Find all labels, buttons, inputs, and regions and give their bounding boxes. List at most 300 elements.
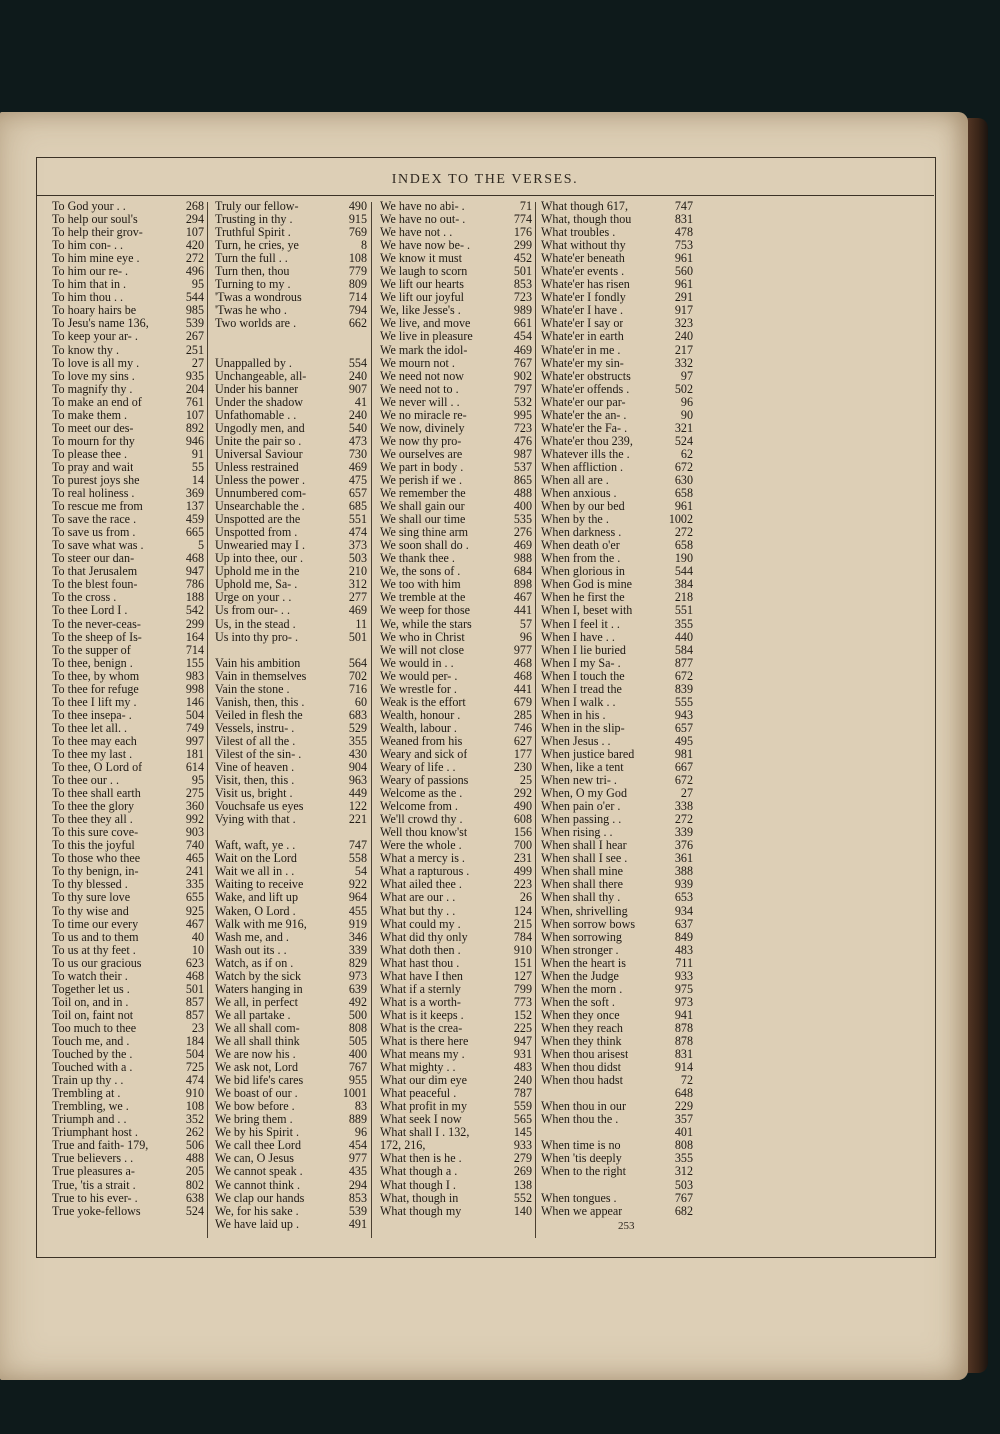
index-entry — [541, 304, 693, 317]
entry-number: 40 — [191, 929, 204, 944]
entry-number: 96 — [680, 394, 693, 409]
entry-text: Up into thee, our . — [215, 552, 303, 566]
index-entry — [541, 552, 693, 565]
index-entry — [215, 226, 367, 239]
entry-number: 941 — [674, 1007, 693, 1022]
index-entry — [215, 970, 367, 983]
entry-number: 231 — [513, 851, 532, 866]
index-entry — [541, 996, 693, 1009]
entry-text: True yoke-fellows — [52, 1204, 141, 1218]
entry-number: 291 — [674, 290, 693, 305]
entry-number: 730 — [348, 446, 367, 461]
running-head: INDEX TO THE VERSES. — [391, 172, 579, 187]
index-entry — [52, 878, 204, 891]
entry-text: When in the slip- — [541, 721, 625, 735]
index-entry — [52, 330, 204, 343]
entry-number: 177 — [513, 746, 532, 761]
index-entry — [52, 905, 204, 918]
entry-number: 658 — [674, 538, 693, 553]
entry-number: 903 — [185, 825, 204, 840]
entry-text: Whate'er obstructs — [541, 369, 631, 383]
index-entry — [541, 396, 693, 409]
entry-text: Weak is the effort — [380, 695, 466, 709]
entry-number: 933 — [513, 1138, 532, 1153]
entry-number: 441 — [513, 681, 532, 696]
entry-text: What peaceful . — [380, 1087, 457, 1101]
entry-text: Vilest of all the . — [215, 734, 296, 748]
entry-number: 853 — [348, 1190, 367, 1205]
entry-number: 539 — [185, 316, 204, 331]
entry-text: We now thy pro- — [380, 434, 462, 448]
index-entry — [52, 1139, 204, 1152]
entry-number: 925 — [185, 903, 204, 918]
entry-text: Whate'er my sin- — [541, 356, 624, 370]
entry-text: We bid life's cares — [215, 1074, 304, 1088]
entry-number: 496 — [185, 264, 204, 279]
entry-text: To the supper of — [52, 643, 131, 657]
index-entry — [541, 918, 693, 931]
index-entry — [52, 670, 204, 683]
entry-number: 140 — [513, 1203, 532, 1218]
index-entry — [52, 1087, 204, 1100]
index-entry — [215, 696, 367, 709]
index-entry — [541, 1087, 693, 1100]
index-entry — [380, 957, 532, 970]
index-entry — [380, 448, 532, 461]
index-entry — [215, 565, 367, 578]
entry-number: 229 — [674, 1099, 693, 1114]
entry-text: We have no out- . — [380, 213, 466, 227]
entry-number: 665 — [185, 525, 204, 540]
entry-number: 902 — [513, 368, 532, 383]
entry-text: Us, in the stead . — [215, 617, 296, 631]
index-entry — [52, 1074, 204, 1087]
index-entry — [541, 1113, 693, 1126]
entry-number: 490 — [348, 199, 367, 213]
entry-text: When glorious in — [541, 565, 625, 579]
entry-number: 97 — [680, 368, 693, 383]
entry-number: 294 — [185, 212, 204, 227]
index-entry — [380, 383, 532, 396]
index-entry — [380, 839, 532, 852]
entry-text: To that Jerusalem — [52, 565, 138, 579]
index-entry — [52, 683, 204, 696]
entry-number: 440 — [674, 629, 693, 644]
entry-number: 992 — [185, 812, 204, 827]
index-entry — [541, 526, 693, 539]
entry-number: 279 — [513, 1151, 532, 1166]
entry-number: 857 — [185, 1007, 204, 1022]
index-entry — [541, 239, 693, 252]
entry-number: 267 — [185, 329, 204, 344]
index-entry — [380, 252, 532, 265]
entry-text: Two worlds are . — [215, 317, 297, 331]
index-entry — [380, 905, 532, 918]
index-entry — [215, 344, 367, 357]
entry-number: 910 — [185, 1086, 204, 1101]
index-entry — [52, 396, 204, 409]
entry-text: We need not now — [380, 369, 464, 383]
index-entry — [52, 461, 204, 474]
entry-number: 558 — [348, 851, 367, 866]
entry-number: 26 — [519, 890, 532, 905]
entry-text: Touched by the . — [52, 1048, 133, 1062]
entry-text: We too with him — [380, 578, 461, 592]
entry-number: 831 — [674, 212, 693, 227]
entry-number: 272 — [185, 251, 204, 266]
entry-number: 544 — [185, 290, 204, 305]
index-entry — [541, 826, 693, 839]
index-entry — [541, 722, 693, 735]
entry-text: Under the shadow — [215, 395, 303, 409]
index-entry — [52, 474, 204, 487]
entry-text: We shall our time — [380, 513, 466, 527]
entry-number: 176 — [513, 225, 532, 240]
entry-text: Uphold me, Sa- . — [215, 578, 298, 592]
entry-number: 973 — [348, 968, 367, 983]
index-entry — [380, 1165, 532, 1178]
index-entry — [380, 226, 532, 239]
entry-text: Whate'er I say or — [541, 317, 624, 331]
entry-number: 490 — [513, 799, 532, 814]
entry-text: What is it keeps . — [380, 1008, 464, 1022]
entry-text: We wrestle for . — [380, 682, 457, 696]
entry-number: 465 — [185, 851, 204, 866]
entry-number: 767 — [348, 1060, 367, 1075]
entry-text: True pleasures a- — [52, 1165, 135, 1179]
index-entry — [380, 1205, 532, 1218]
entry-text: What, though in — [380, 1191, 459, 1205]
entry-text: Waiting to receive — [215, 878, 304, 892]
index-entry — [380, 1179, 532, 1192]
entry-number: 204 — [185, 381, 204, 396]
index-entry — [215, 252, 367, 265]
entry-text: When thou didst — [541, 1061, 621, 1075]
entry-number: 223 — [513, 877, 532, 892]
index-entry — [541, 618, 693, 631]
index-entry — [380, 813, 532, 826]
entry-text: True to his ever- . — [52, 1191, 138, 1205]
entry-number: 524 — [674, 433, 693, 448]
entry-text: To magnify thy . — [52, 382, 133, 396]
entry-text: True believers . . — [52, 1152, 134, 1166]
entry-number: 321 — [674, 420, 693, 435]
entry-number: 506 — [185, 1138, 204, 1153]
entry-text: To this the joyful — [52, 839, 135, 853]
entry-number: 469 — [513, 538, 532, 553]
entry-number: 501 — [185, 981, 204, 996]
index-entry — [541, 357, 693, 370]
entry-number: 524 — [185, 1203, 204, 1218]
entry-text: When pain o'er . — [541, 800, 621, 814]
entry-number: 985 — [185, 303, 204, 318]
entry-text: When sorrow bows — [541, 917, 636, 931]
entry-text: To thee they all . — [52, 813, 133, 827]
index-entry — [541, 539, 693, 552]
entry-text: We mourn not . — [380, 356, 455, 370]
entry-text: To thy wise and — [52, 904, 129, 918]
entry-text: When I feel it . . — [541, 617, 620, 631]
index-entry — [541, 330, 693, 343]
entry-text: We by his Spirit . — [215, 1126, 300, 1140]
entry-number: 655 — [185, 890, 204, 905]
index-entry — [380, 265, 532, 278]
entry-text: Turn, he cries, ye — [215, 239, 299, 253]
index-entry — [380, 591, 532, 604]
index-entry — [541, 461, 693, 474]
entry-number: 747 — [674, 199, 693, 213]
entry-number: 55 — [191, 459, 204, 474]
index-entry — [541, 291, 693, 304]
entry-text: To thee I lift my . — [52, 695, 137, 709]
entry-number: 269 — [513, 1164, 532, 1179]
entry-number: 41 — [354, 394, 367, 409]
index-entry — [380, 604, 532, 617]
index-entry — [541, 1035, 693, 1048]
entry-text: To pray and wait — [52, 460, 134, 474]
entry-number: 981 — [674, 746, 693, 761]
entry-text: Whate'er events . — [541, 265, 625, 279]
index-entry — [541, 200, 693, 213]
index-entry — [541, 226, 693, 239]
entry-text: To God your . . — [52, 200, 126, 213]
index-entry — [215, 1048, 367, 1061]
entry-number: 501 — [348, 629, 367, 644]
entry-number: 977 — [513, 642, 532, 657]
entry-text: When they reach — [541, 1021, 623, 1035]
index-entry — [380, 474, 532, 487]
index-entry — [52, 239, 204, 252]
entry-text: We all, in perfect — [215, 995, 298, 1009]
entry-number: 939 — [674, 877, 693, 892]
entry-number: 299 — [513, 238, 532, 253]
entry-text: When all are . — [541, 473, 609, 487]
entry-text: We call thee Lord — [215, 1139, 301, 1153]
index-entry — [215, 552, 367, 565]
entry-text: To us at thy feet . — [52, 943, 136, 957]
entry-text: To save what was . — [52, 539, 144, 553]
index-entry — [215, 826, 367, 839]
entry-text: We who in Christ — [380, 630, 465, 644]
entry-text: True and faith- 179, — [52, 1139, 149, 1153]
entry-number: 420 — [185, 238, 204, 253]
entry-number: 503 — [348, 551, 367, 566]
entry-text: When thou hadst — [541, 1074, 623, 1088]
entry-number: 889 — [348, 1112, 367, 1127]
index-entry — [215, 931, 367, 944]
entry-number: 917 — [674, 303, 693, 318]
entry-text: When thou arisest — [541, 1048, 629, 1062]
entry-text: To him mine eye . — [52, 252, 140, 266]
entry-text: Truly our fellow- — [215, 200, 299, 213]
entry-number: 933 — [674, 968, 693, 983]
entry-text: To watch their . — [52, 969, 128, 983]
entry-number: 299 — [185, 616, 204, 631]
index-entry — [215, 957, 367, 970]
index-entry — [380, 409, 532, 422]
entry-text: When they once — [541, 1008, 620, 1022]
index-entry — [541, 644, 693, 657]
entry-text: We, for his sake . — [215, 1204, 299, 1218]
entry-number: 475 — [348, 472, 367, 487]
entry-number: 62 — [680, 446, 693, 461]
entry-number: 914 — [674, 1060, 693, 1075]
index-entry — [215, 461, 367, 474]
entry-number: 240 — [348, 368, 367, 383]
entry-text: Turn then, thou — [215, 265, 290, 279]
index-entry — [541, 265, 693, 278]
index-entry — [541, 1126, 693, 1139]
entry-text: To thee, benign . — [52, 656, 133, 670]
entry-number: 338 — [674, 799, 693, 814]
column-divider — [535, 202, 536, 1238]
entry-text: To thee, by whom — [52, 669, 140, 683]
index-entry — [541, 800, 693, 813]
entry-number: 188 — [185, 590, 204, 605]
entry-number: 14 — [191, 472, 204, 487]
entry-number: 449 — [348, 786, 367, 801]
entry-text: 'Twas a wondrous — [215, 291, 302, 305]
entry-text: Uphold me in the — [215, 565, 300, 579]
index-entry — [52, 1192, 204, 1205]
entry-text: When the morn . — [541, 982, 623, 996]
entry-number: 401 — [674, 1125, 693, 1140]
entry-text: What seek I now — [380, 1113, 462, 1127]
index-entry — [541, 435, 693, 448]
index-entry — [541, 591, 693, 604]
index-entry — [380, 970, 532, 983]
entry-number: 672 — [674, 668, 693, 683]
entry-text: What, though thou — [541, 213, 632, 227]
index-entry — [215, 905, 367, 918]
index-entry — [215, 683, 367, 696]
entry-text: When the soft . — [541, 995, 615, 1009]
entry-number: 839 — [674, 681, 693, 696]
entry-text: To real holiness . — [52, 487, 135, 501]
entry-number: 205 — [185, 1164, 204, 1179]
entry-text: When I my Sa- . — [541, 656, 621, 670]
entry-number: 27 — [680, 786, 693, 801]
index-entry — [215, 813, 367, 826]
index-entry — [380, 735, 532, 748]
entry-text: Whate'er I have . — [541, 304, 624, 318]
entry-text: What though I . — [380, 1178, 456, 1192]
index-entry — [52, 1061, 204, 1074]
entry-text: Whate'er our par- — [541, 395, 626, 409]
entry-text: We bow before . — [215, 1100, 295, 1114]
index-entry — [380, 291, 532, 304]
entry-text: We would per- . — [380, 669, 458, 683]
index-entry — [52, 513, 204, 526]
entry-number: 998 — [185, 681, 204, 696]
entry-number: 501 — [513, 264, 532, 279]
entry-number: 554 — [348, 355, 367, 370]
entry-number: 145 — [513, 1125, 532, 1140]
entry-number: 551 — [674, 603, 693, 618]
entry-text: We live, and move — [380, 317, 471, 331]
entry-text: To him our re- . — [52, 265, 129, 279]
index-entry — [380, 213, 532, 226]
index-column-4 — [541, 200, 693, 1218]
index-entry — [541, 696, 693, 709]
index-entry — [215, 422, 367, 435]
index-entry — [541, 1100, 693, 1113]
entry-number: 91 — [191, 446, 204, 461]
entry-number: 878 — [674, 1034, 693, 1048]
index-entry — [215, 1061, 367, 1074]
index-entry — [52, 996, 204, 1009]
entry-text: Wash out its . . — [215, 943, 287, 957]
index-entry — [52, 1100, 204, 1113]
entry-number: 503 — [674, 1177, 693, 1192]
entry-number: 683 — [348, 707, 367, 722]
entry-number: 904 — [348, 760, 367, 775]
entry-text: We shall gain our — [380, 500, 465, 514]
entry-number: 648 — [674, 1086, 693, 1101]
index-entry — [52, 409, 204, 422]
entry-text: We can, O Jesus — [215, 1152, 294, 1166]
index-entry — [380, 317, 532, 330]
entry-number: 769 — [348, 225, 367, 240]
index-entry — [380, 852, 532, 865]
entry-text: Wealth, honour . — [380, 708, 461, 722]
entry-number: 672 — [674, 459, 693, 474]
entry-text: Turn the full . . — [215, 252, 288, 266]
entry-text: We soon shall do . — [380, 539, 469, 553]
entry-number: 388 — [674, 864, 693, 879]
index-entry — [215, 604, 367, 617]
entry-number: 225 — [513, 1020, 532, 1035]
entry-text: Triumph and . . — [52, 1113, 127, 1127]
entry-number: 240 — [348, 407, 367, 422]
index-entry — [52, 748, 204, 761]
entry-number: 90 — [680, 407, 693, 422]
entry-text: When he first the — [541, 591, 625, 605]
entry-number: 360 — [185, 799, 204, 814]
index-entry — [541, 774, 693, 787]
index-entry — [380, 278, 532, 291]
entry-number: 502 — [674, 381, 693, 396]
entry-text: Vanish, then, this . — [215, 695, 305, 709]
entry-number: 292 — [513, 786, 532, 801]
entry-text: What though 617, — [541, 200, 628, 213]
entry-text: We need not to . — [380, 382, 459, 396]
entry-text: To purest joys she — [52, 473, 140, 487]
index-entry — [541, 1022, 693, 1035]
index-entry — [215, 787, 367, 800]
index-entry — [380, 826, 532, 839]
index-entry — [215, 1139, 367, 1152]
entry-number: 684 — [513, 564, 532, 579]
index-entry — [215, 1179, 367, 1192]
entry-text: We are now his . — [215, 1048, 296, 1062]
entry-number: 127 — [513, 968, 532, 983]
entry-number: 637 — [674, 916, 693, 931]
entry-text: When I have . . — [541, 630, 615, 644]
entry-text: When tongues . — [541, 1191, 617, 1205]
index-entry — [215, 631, 367, 644]
entry-text: We all partake . — [215, 1008, 291, 1022]
entry-text: Under his banner — [215, 382, 299, 396]
entry-text: What a mercy is . — [380, 852, 465, 866]
entry-text: Whate'er offends . — [541, 382, 630, 396]
entry-number: 240 — [674, 329, 693, 344]
entry-text: Weaned from his — [380, 734, 463, 748]
entry-text: Visit, then, this . — [215, 774, 295, 788]
index-entry — [380, 748, 532, 761]
entry-number: 505 — [348, 1034, 367, 1048]
entry-text: We cannot speak . — [215, 1165, 303, 1179]
